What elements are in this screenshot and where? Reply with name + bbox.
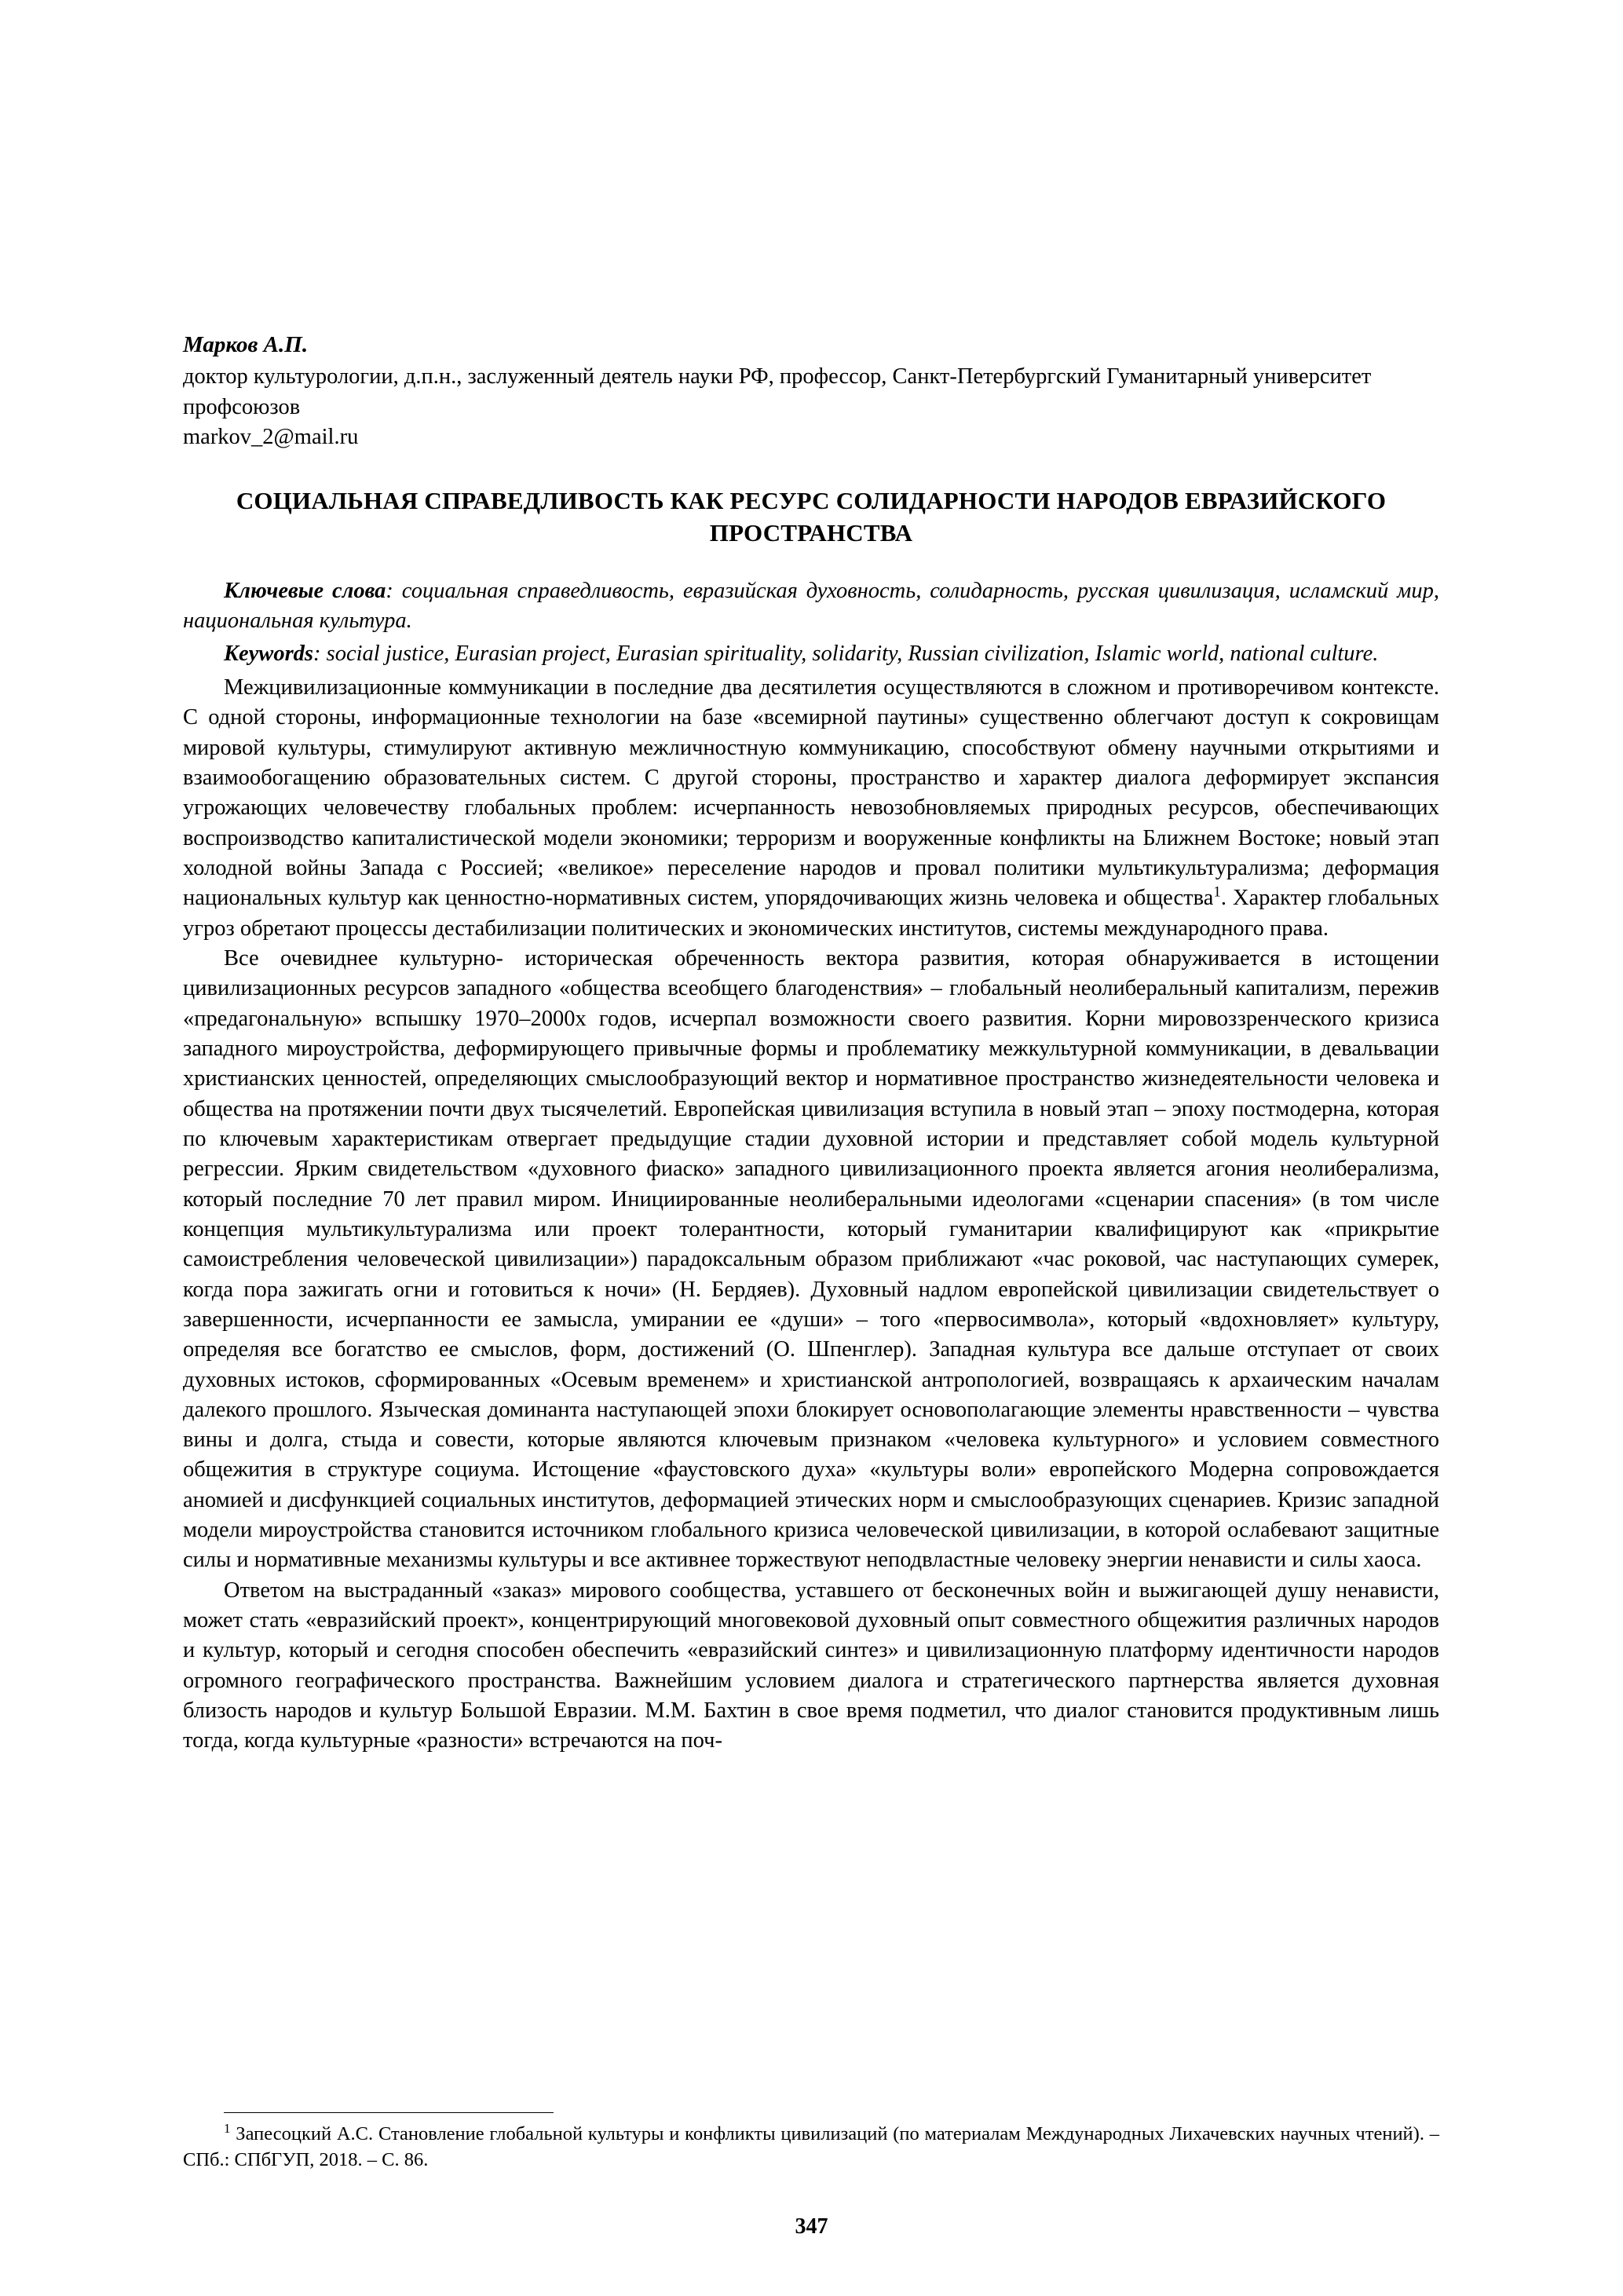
body-paragraph bbox=[183, 944, 1439, 1576]
author-email: markov_2@mail.ru bbox=[183, 425, 359, 450]
footnote-marker: 1 bbox=[224, 2120, 231, 2136]
footnote-body: Запесоцкий А.С. Становление глобальной культуры и конфликты цивилизаций (по материалам Международных Лихачевских научных чтений). – СПб.: СПбГУП, 2018. – С. 86. bbox=[183, 2123, 1439, 2171]
footnote-separator bbox=[224, 2112, 554, 2113]
footnote-text bbox=[183, 2121, 1439, 2173]
paragraph-text-part2: . Характер глобальных угроз обретают процессы дестабилизации политических и экономических институтов, системы международного права. bbox=[183, 886, 1439, 941]
article-content bbox=[183, 330, 1439, 1757]
keywords-en-text: : social justice, Eurasian project, Eurasian spirituality, solidarity, Russian civilization, Islamic world, national culture. bbox=[313, 642, 1379, 667]
keywords-russian bbox=[183, 576, 1439, 637]
keywords-ru-text: : социальная справедливость, евразийская духовность, солидарность, русская цивилизация, исламский мир, национальная культура. bbox=[183, 578, 1439, 634]
keywords-english bbox=[183, 639, 1439, 669]
body-paragraph bbox=[183, 673, 1439, 944]
paragraph-text-part1: Все очевиднее культурно- историческая обреченность вектора развития, которая обнаруживается в истощении цивилизационных ресурсов западного «общества всеобщего благоденствия» – глобальный неолиберальный капитализм, пережив «предагональную» вспышку 1970–2000х годов, исчерпал возможности своего развития. Корни мировоззренческого кризиса западного мироустройства, деформирующего привычные формы и проблематику межкультурной коммуникации, в девальвации христианских ценностей, определяющих смыслообразующий вектор и нормативное пространство жизнедеятельности человека и общества на протяжении почти двух тысячелетий. Европейская цивилизация вступила в новый этап – эпоху постмодерна, которая по ключевым характеристикам отвергает предыдущие стадии духовной истории и представляет собой модель культурной регрессии. Ярким свидетельством «духовного фиаско» западного цивилизационного проекта является агония неолиберализма, который последние 70 лет правил миром. Инициированные неолиберальными идеологами «сценарии спасения» (в том числе концепция мультикультурализма или проект толерантности, который гуманитарии квалифицируют как «прикрытие самоистребления человеческой цивилизации») парадоксальным образом приближают «час роковой, час наступающих сумерек, когда пора зажигать огни и готовиться к ночи» (Н. Бердяев). Духовный надлом европейской цивилизации свидетельствует о завершенности, исчерпанности ее замысла, умирании ее «души» – того «первосимвола», который «вдохновляет» культуру, определяя все богатство ее смыслов, форм, достижений (О. Шпенглер). Западная культура все дальше отступает от своих духовных истоков, сформированных «Осевым временем» и христианской антропологией, возвращаясь к архаическим началам далекого прошлого. Языческая доминанта наступающей эпохи блокирует основополагающие элементы нравственности – чувства вины и долга, стыда и совести, которые являются ключевым признаком «человека культурного» и условием совместного общежития в структуре социума. Истощение «фаустовского духа» «культуры воли» европейского Модерна сопровождается аномией и дисфункцией социальных институтов, деформацией этических норм и смыслообразующих сценариев. Кризис западной модели мироустройства становится источником глобального кризиса человеческой цивилизации, в которой ослабевают защитные силы и нормативные механизмы культуры и все активнее торжествуют неподвластные человеку энергии ненависти и силы хаоса. bbox=[183, 945, 1439, 1573]
keywords-ru-label: Ключевые слова bbox=[224, 578, 386, 603]
page-number: 347 bbox=[795, 2214, 828, 2239]
page-title: СОЦИАЛЬНАЯ СПРАВЕДЛИВОСТЬ КАК РЕСУРС СОЛИДАРНОСТИ НАРОДОВ ЕВРАЗИЙСКОГО ПРОСТРАНСТВА bbox=[236, 487, 1387, 547]
paragraph-text-part1: Ответом на выстраданный «заказ» мирового сообщества, уставшего от бесконечных войн и выжигающей душу ненависти, может стать «евразийский проект», концентрирующий многовековой духовный опыт совместного общежития различных народов и культур, который и сегодня способен обеспечить «евразийский синтез» и цивилизационную платформу идентичности народов огромного географического пространства. Важнейшим условием диалога и стратегического партнерства является духовная близость народов и культур Большой Евразии. М.М. Бахтин в свое время подметил, что диалог становится продуктивным лишь тогда, когда культурные «разности» встречаются на поч- bbox=[183, 1578, 1439, 1753]
paragraph-text-part1: Межцивилизационные коммуникации в последние два десятилетия осуществляются в сложном и противоречивом контексте. С одной стороны, информационные технологии на базе «всемирной паутины» существенно облегчают доступ к сокровищам мировой культуры, стимулируют активную межличностную коммуникацию, способствуют обмену научными открытиями и взаимообогащению образовательных систем. С другой стороны, пространство и характер диалога деформирует экспансия угрожающих человечеству глобальных проблем: исчерпанность невозобновляемых природных ресурсов, обеспечивающих воспроизводство капиталистической модели экономики; терроризм и вооруженные конфликты на Ближнем Востоке; новый этап холодной войны Запада с Россией; «великое» переселение народов и провал политики мультикультурализма; деформация национальных культур как ценностно-нормативных систем, упорядочивающих жизнь человека и общества bbox=[183, 675, 1439, 911]
body-paragraph bbox=[183, 1576, 1439, 1757]
keywords-en-label: Keywords bbox=[224, 642, 313, 667]
author-affiliation: доктор культурологии, д.п.н., заслуженный деятель науки РФ, профессор, Санкт-Петербургский Гуманитарный университет профсоюзов bbox=[183, 364, 1372, 419]
footnote-section bbox=[183, 2112, 1439, 2173]
author-name: Марков А.П. bbox=[183, 332, 309, 357]
footnote-reference: 1 bbox=[1213, 883, 1221, 901]
